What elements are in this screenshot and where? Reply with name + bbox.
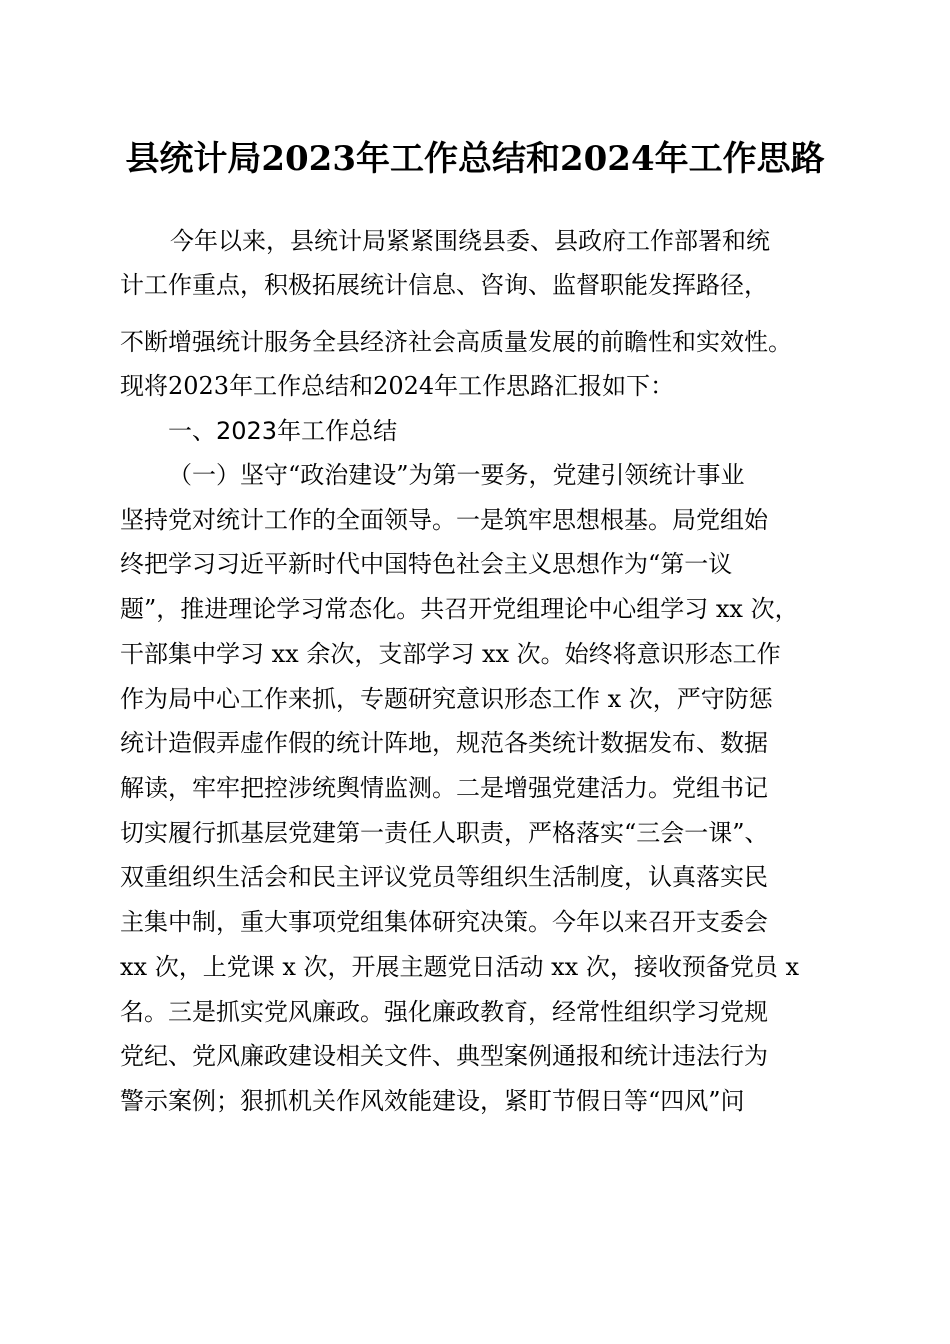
paragraph-line: 终把学习习近平新时代中国特色社会主义思想作为“第一议 [120, 550, 733, 578]
paragraph-line: 主集中制，重大事项党组集体研究决策。今年以来召开支委会 [120, 908, 768, 936]
paragraph-line: 计工作重点，积极拓展统计信息、咨询、监督职能发挥路径， [120, 271, 768, 299]
paragraph-line: 党纪、党风廉政建设相关文件、典型案例通报和统计违法行为 [120, 1042, 768, 1070]
paragraph-line: 作为局中心工作来抓，专题研究意识形态工作 x 次，严守防惩 [120, 685, 773, 713]
paragraph-line: 名。三是抓实党风廉政。强化廉政教育，经常性组织学习党规 [120, 998, 768, 1026]
paragraph-line: xx 次，上党课 x 次，开展主题党日活动 xx 次，接收预备党员 x [120, 953, 799, 981]
paragraph-line: 不断增强统计服务全县经济社会高质量发展的前瞻性和实效性。 [120, 328, 792, 356]
document-title: 县统计局2023年工作总结和2024年工作思路 [125, 139, 825, 179]
paragraph-line: 统计造假弄虚作假的统计阵地，规范各类统计数据发布、数据 [120, 729, 768, 757]
paragraph-line: 今年以来，县统计局紧紧围绕县委、县政府工作部署和统 [170, 227, 770, 255]
paragraph-line: 坚持党对统计工作的全面领导。一是筑牢思想根基。局党组始 [120, 506, 768, 534]
paragraph-line: 题”，推进理论学习常态化。共召开党组理论中心组学习 xx 次， [120, 595, 799, 623]
paragraph-line: 切实履行抓基层党建第一责任人职责，严格落实“三会一课”、 [120, 819, 769, 847]
paragraph-line: 现将2023年工作总结和2024年工作思路汇报如下： [120, 372, 675, 400]
section-heading: 一、2023年工作总结 [168, 417, 398, 445]
paragraph-line: 干部集中学习 xx 余次，支部学习 xx 次。始终将意识形态工作 [120, 640, 781, 668]
paragraph-line: 警示案例；狠抓机关作风效能建设，紧盯节假日等“四风”问 [120, 1087, 745, 1115]
paragraph-line: 解读，牢牢把控涉统舆情监测。二是增强党建活力。党组书记 [120, 774, 768, 802]
paragraph-line: 双重组织生活会和民主评议党员等组织生活制度，认真落实民 [120, 863, 768, 891]
subsection-heading: （一）坚守“政治建设”为第一要务，党建引领统计事业 [168, 461, 745, 489]
